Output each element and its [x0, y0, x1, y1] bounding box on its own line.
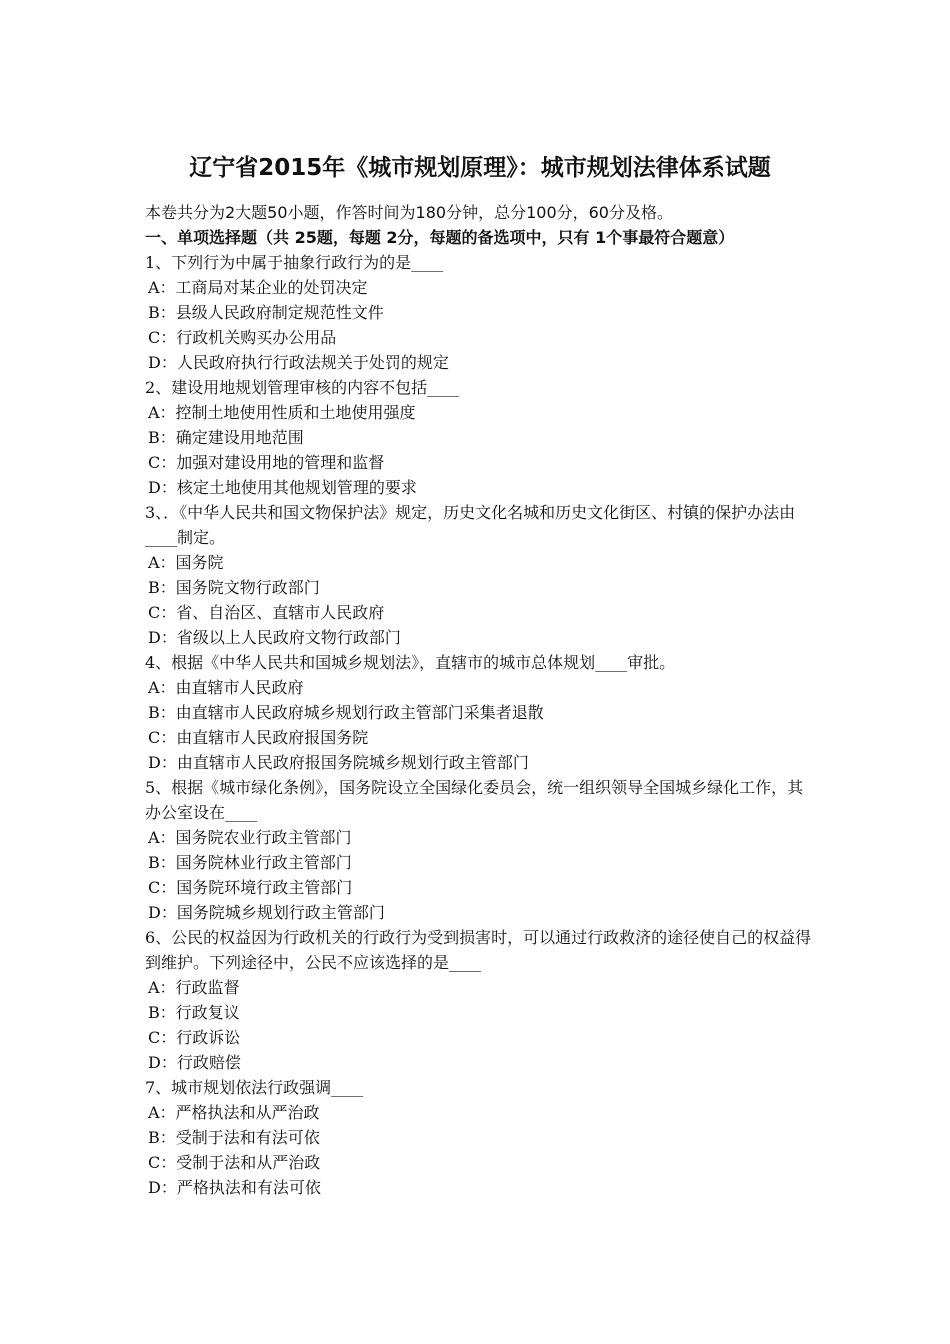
option-b: B：受制于法和有法可依 — [148, 1128, 320, 1147]
option-c: C：加强对建设用地的管理和监督 — [148, 453, 385, 472]
option-b: B：县级人民政府制定规范性文件 — [148, 303, 384, 322]
question-stem: 2、建设用地规划管理审核的内容不包括____ — [145, 378, 460, 397]
document-page — [145, 150, 815, 1200]
question-stem: 3、．《中华人民共和国文物保护法》规定，历史文化名城和历史文化街区、村镇的保护办法由____制定。 — [145, 503, 796, 547]
option-c: C：由直辖市人民政府报国务院 — [148, 728, 369, 747]
question-stem: 6、公民的权益因为行政机关的行政行为受到损害时，可以通过行政救济的途径使自己的权益得到维护。下列途径中，公民不应该选择的是____ — [145, 928, 812, 972]
question-stem: 4、根据《中华人民共和国城乡规划法》，直辖市的城市总体规划____审批。 — [145, 653, 676, 672]
option-a: A：工商局对某企业的处罚决定 — [148, 278, 368, 297]
option-c: C：国务院环境行政主管部门 — [148, 878, 353, 897]
question-3 — [145, 500, 815, 650]
option-a: A：由直辖市人民政府 — [148, 678, 304, 697]
question-stem: 1、下列行为中属于抽象行政行为的是____ — [145, 253, 444, 272]
question-2 — [145, 375, 815, 500]
option-a: A：控制土地使用性质和土地使用强度 — [148, 403, 416, 422]
option-d: D：行政赔偿 — [148, 1053, 241, 1072]
option-b: B：国务院文物行政部门 — [148, 578, 320, 597]
option-b: B：确定建设用地范围 — [148, 428, 304, 447]
option-a: A：行政监督 — [148, 978, 240, 997]
question-7 — [145, 1075, 815, 1200]
option-a: A：国务院 — [148, 553, 224, 572]
option-d: D：由直辖市人民政府报国务院城乡规划行政主管部门 — [148, 753, 529, 772]
question-stem: 5、根据《城市绿化条例》，国务院设立全国绿化委员会，统一组织领导全国城乡绿化工作，其办公室设在____ — [145, 778, 804, 822]
option-d: D：核定土地使用其他规划管理的要求 — [148, 478, 417, 497]
option-d: D：省级以上人民政府文物行政部门 — [148, 628, 401, 647]
option-b: B：由直辖市人民政府城乡规划行政主管部门采集者退散 — [148, 703, 544, 722]
option-a: A：国务院农业行政主管部门 — [148, 828, 352, 847]
option-a: A：严格执法和从严治政 — [148, 1103, 320, 1122]
option-c: C：省、自治区、直辖市人民政府 — [148, 603, 385, 622]
question-5 — [145, 775, 815, 925]
question-4 — [145, 650, 815, 775]
option-b: B：国务院林业行政主管部门 — [148, 853, 352, 872]
document-title: 辽宁省2015年《城市规划原理》：城市规划法律体系试题 — [189, 155, 771, 181]
option-b: B：行政复议 — [148, 1003, 240, 1022]
option-c: C：行政诉讼 — [148, 1028, 241, 1047]
option-d: D：严格执法和有法可依 — [148, 1178, 321, 1197]
exam-intro: 本卷共分为2大题50小题，作答时间为180分钟，总分100分，60分及格。 — [145, 203, 673, 222]
option-c: C：受制于法和从严治政 — [148, 1153, 321, 1172]
question-stem: 7、城市规划依法行政强调____ — [145, 1078, 364, 1097]
section-heading: 一、单项选择题（共 25题，每题 2分，每题的备选项中，只有 1个事最符合题意） — [145, 228, 735, 247]
question-1 — [145, 250, 815, 375]
question-6 — [145, 925, 815, 1075]
option-d: D：国务院城乡规划行政主管部门 — [148, 903, 385, 922]
option-c: C：行政机关购买办公用品 — [148, 328, 337, 347]
option-d: D：人民政府执行行政法规关于处罚的规定 — [148, 353, 449, 372]
